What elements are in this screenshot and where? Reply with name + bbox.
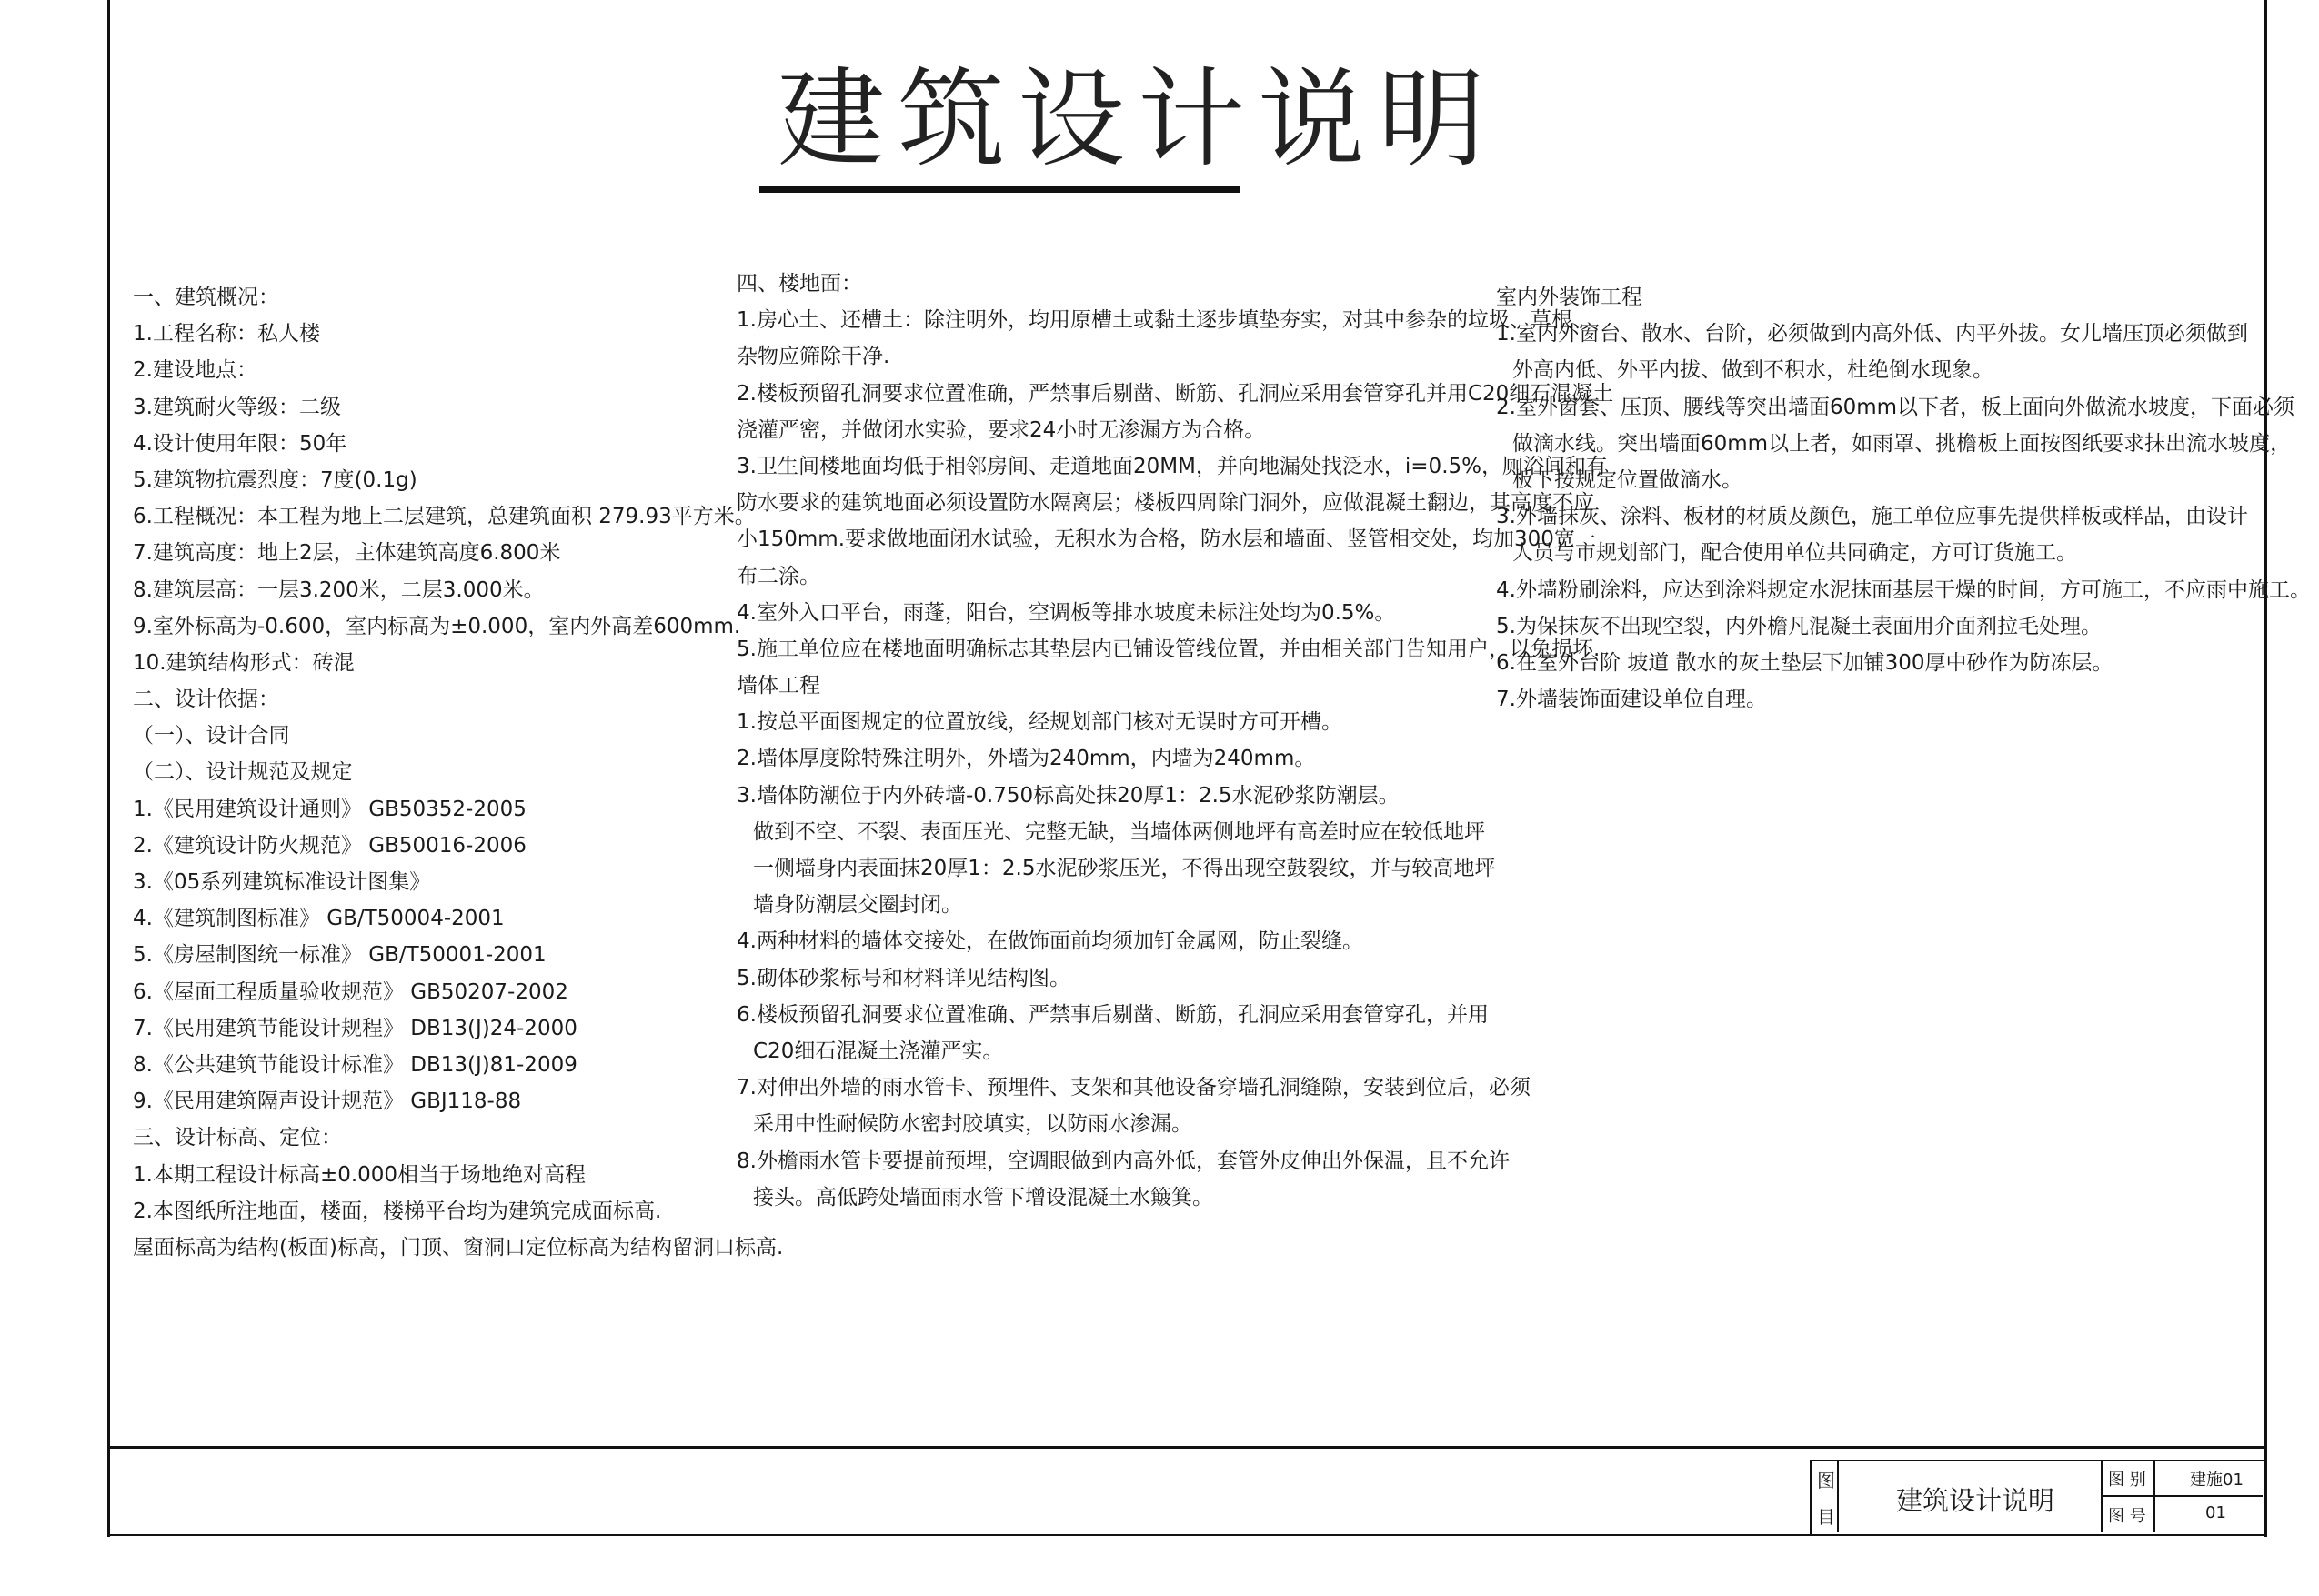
text-line: 5.为保抹灰不出现空裂，内外檐凡混凝土表面用介面剂拉毛处理。 <box>1496 614 2102 638</box>
text-line: 一、建筑概况： <box>133 286 279 309</box>
text-line: 1.工程名称：私人楼 <box>133 322 320 346</box>
text-line: 采用中性耐候防水密封胶填实，以防雨水渗漏。 <box>753 1112 1192 1137</box>
text-line: 3.建筑耐火等级：二级 <box>133 395 341 419</box>
column-left <box>133 279 783 1266</box>
text-line: 2.本图纸所注地面，楼面，楼梯平台均为建筑完成面标高. <box>133 1199 662 1223</box>
text-line: 小150mm.要求做地面闭水试验，无积水为合格，防水层和墙面、竖管相交处，均加300宽一 <box>737 527 1596 552</box>
text-line: 2.建设地点： <box>133 358 257 383</box>
text-line: 1.按总平面图规定的位置放线，经规划部门核对无误时方可开槽。 <box>737 710 1342 735</box>
text-line: 屋面标高为结构(板面)标高，门顶、窗洞口定位标高为结构留洞口标高. <box>133 1235 784 1260</box>
text-line: 2.墙体厚度除特殊注明外，外墙为240mm，内墙为240mm。 <box>737 747 1316 771</box>
text-line: 4.外墙粉刷涂料，应达到涂料规定水泥抹面基层干燥的时间，方可施工，不应雨中施工。 <box>1496 577 2311 602</box>
text-line: 8.外檐雨水管卡要提前预埋，空调眼做到内高外低，套管外皮伸出外保温，且不允许 <box>737 1149 1510 1173</box>
text-line: 1.《民用建筑设计通则》 GB50352-2005 <box>133 797 527 821</box>
title-underline <box>759 186 1240 193</box>
text-line: 1.本期工程设计标高±0.000相当于场地绝对高程 <box>133 1162 587 1187</box>
text-line: 9.室外标高为-0.600，室内标高为±0.000，室内外高差600mm. <box>133 614 741 638</box>
text-line: 5.《房屋制图统一标准》 GB/T50001-2001 <box>133 943 547 968</box>
document-title: 建筑设计说明 <box>778 56 1499 182</box>
frame-border-right <box>2264 0 2267 1537</box>
text-line: 4.《建筑制图标准》 GB/T50004-2001 <box>133 907 505 931</box>
text-line: 2.楼板预留孔洞要求位置准确，严禁事后剔凿、断筋、孔洞应采用套管穿孔并用C20细石混凝土 <box>737 381 1614 406</box>
text-line: 6.工程概况：本工程为地上二层建筑，总建筑面积 279.93平方米。 <box>133 505 756 529</box>
text-line: C20细石混凝土浇灌严实。 <box>753 1039 1004 1063</box>
title-block-divider-d <box>2101 1495 2263 1497</box>
text-line: 墙体工程 <box>737 674 820 698</box>
text-line: 四、楼地面： <box>737 272 862 296</box>
text-line: 二、设计依据： <box>133 688 279 712</box>
title-block-label-tuhao: 图 号 <box>2108 1507 2146 1526</box>
text-line: 3.外墙抹灰、涂料、板材的材质及颜色，施工单位应事先提供样板或样品，由设计 <box>1496 505 2248 529</box>
text-line: 4.室外入口平台，雨蓬，阳台，空调板等排水坡度未标注处均为0.5%。 <box>737 600 1396 625</box>
text-line: 接头。高低跨处墙面雨水管下增设混凝土水簸箕。 <box>753 1185 1213 1210</box>
text-line: （一）、设计合同 <box>133 724 290 748</box>
text-line: 3.《05系列建筑标准设计图集》 <box>133 870 431 894</box>
text-line: 8.《公共建筑节能设计标准》 DB13(J)81-2009 <box>133 1052 577 1077</box>
text-line: 室内外装饰工程 <box>1496 286 1642 309</box>
text-line: 4.设计使用年限：50年 <box>133 431 347 456</box>
text-line: 板下按规定位置做滴水。 <box>1512 467 1742 492</box>
title-block-label-tubie: 图 别 <box>2108 1471 2146 1490</box>
text-line: （二）、设计规范及规定 <box>133 760 353 785</box>
text-line: 6.《屋面工程质量验收规范》 GB50207-2002 <box>133 979 568 1004</box>
text-line: 1.室内外窗台、散水、台阶，必须做到内高外低、内平外拔。女儿墙压顶必须做到 <box>1496 322 2248 346</box>
text-line: 2.《建筑设计防火规范》 GB50016-2006 <box>133 833 527 858</box>
text-line: 8.建筑层高：一层3.200米，二层3.000米。 <box>133 577 545 602</box>
text-line: 一侧墙身内表面抹20厚1：2.5水泥砂浆压光，不得出现空鼓裂纹，并与较高地坪 <box>753 857 1496 880</box>
text-line: 外高内低、外平内拔、做到不积水，杜绝倒水现象。 <box>1512 358 1993 383</box>
title-block-label-tu: 图 <box>1817 1470 1835 1491</box>
text-line: 7.外墙装饰面建设单位自理。 <box>1496 688 1767 712</box>
text-line: 9.《民用建筑隔声设计规范》 GBJ118-88 <box>133 1089 522 1114</box>
text-line: 3.卫生间楼地面均低于相邻房间、走道地面20MM，并向地漏处找泛水，i=0.5%，厕浴间和有 <box>737 454 1607 478</box>
text-line: 墙身防潮层交圈封闭。 <box>753 893 962 918</box>
text-line: 杂物应筛除干净. <box>737 345 890 369</box>
text-line: 7.建筑高度：地上2层，主体建筑高度6.800米 <box>133 541 561 566</box>
text-line: 1.房心土、还槽土：除注明外，均用原槽土或黏土逐步填垫夯实，对其中参杂的垃圾、草根、 <box>737 308 1593 333</box>
text-line: 5.建筑物抗震烈度：7度(0.1g) <box>133 467 417 492</box>
title-block-drawing-name: 建筑设计说明 <box>1896 1485 2055 1516</box>
frame-border-bottom <box>107 1446 2267 1449</box>
column-right <box>1496 279 2311 718</box>
text-line: 2.室外窗套、压顶、腰线等突出墙面60mm以下者，板上面向外做流水坡度，下面必须 <box>1496 395 2295 419</box>
text-line: 浇灌严密，并做闭水实验，要求24小时无渗漏方为合格。 <box>737 417 1266 442</box>
column-middle <box>737 266 1613 1216</box>
text-line: 人员与市规划部门，配合使用单位共同确定，方可订货施工。 <box>1512 541 2077 566</box>
title-block-label-mu: 目 <box>1817 1506 1835 1528</box>
text-line: 10.建筑结构形式：砖混 <box>133 650 355 675</box>
text-line: 6.在室外台阶 坡道 散水的灰土垫层下加铺300厚中砂作为防冻层。 <box>1496 650 2113 675</box>
text-line: 5.砌体砂浆标号和材料详见结构图。 <box>737 966 1070 990</box>
text-line: 三、设计标高、定位： <box>133 1126 342 1150</box>
text-line: 7.对伸出外墙的雨水管卡、预埋件、支架和其他设备穿墙孔洞缝隙，安装到位后，必须 <box>737 1076 1531 1100</box>
text-line: 做到不空、不裂、表面压光、完整无缺，当墙体两侧地坪有高差时应在较低地坪 <box>753 819 1485 844</box>
text-line: 防水要求的建筑地面必须设置防水隔离层；楼板四周除门洞外，应做混凝土翻边，其高度不应 <box>737 491 1594 516</box>
text-line: 3.墙体防潮位于内外砖墙-0.750标高处抹20厚1：2.5水泥砂浆防潮层。 <box>737 783 1400 808</box>
text-line: 布二涂。 <box>737 564 820 588</box>
frame-border-left <box>107 0 110 1537</box>
title-block-value-tubie: 建施01 <box>2190 1471 2244 1490</box>
title-block-value-tuhao: 01 <box>2205 1503 2226 1522</box>
text-line: 5.施工单位应在楼地面明确标志其垫层内已铺设管线位置，并由相关部门告知用户，以免损坏. <box>737 637 1601 661</box>
text-line: 7.《民用建筑节能设计规程》 DB13(J)24-2000 <box>133 1016 577 1040</box>
text-line: 6.楼板预留孔洞要求位置准确、严禁事后剔凿、断筋，孔洞应采用套管穿孔，并用 <box>737 1002 1489 1027</box>
text-line: 做滴水线。突出墙面60mm以上者，如雨罩、挑檐板上面按图纸要求抹出流水坡度， <box>1512 431 2292 456</box>
text-line: 4.两种材料的墙体交接处，在做饰面前均须加钉金属网，防止裂缝。 <box>737 929 1363 954</box>
